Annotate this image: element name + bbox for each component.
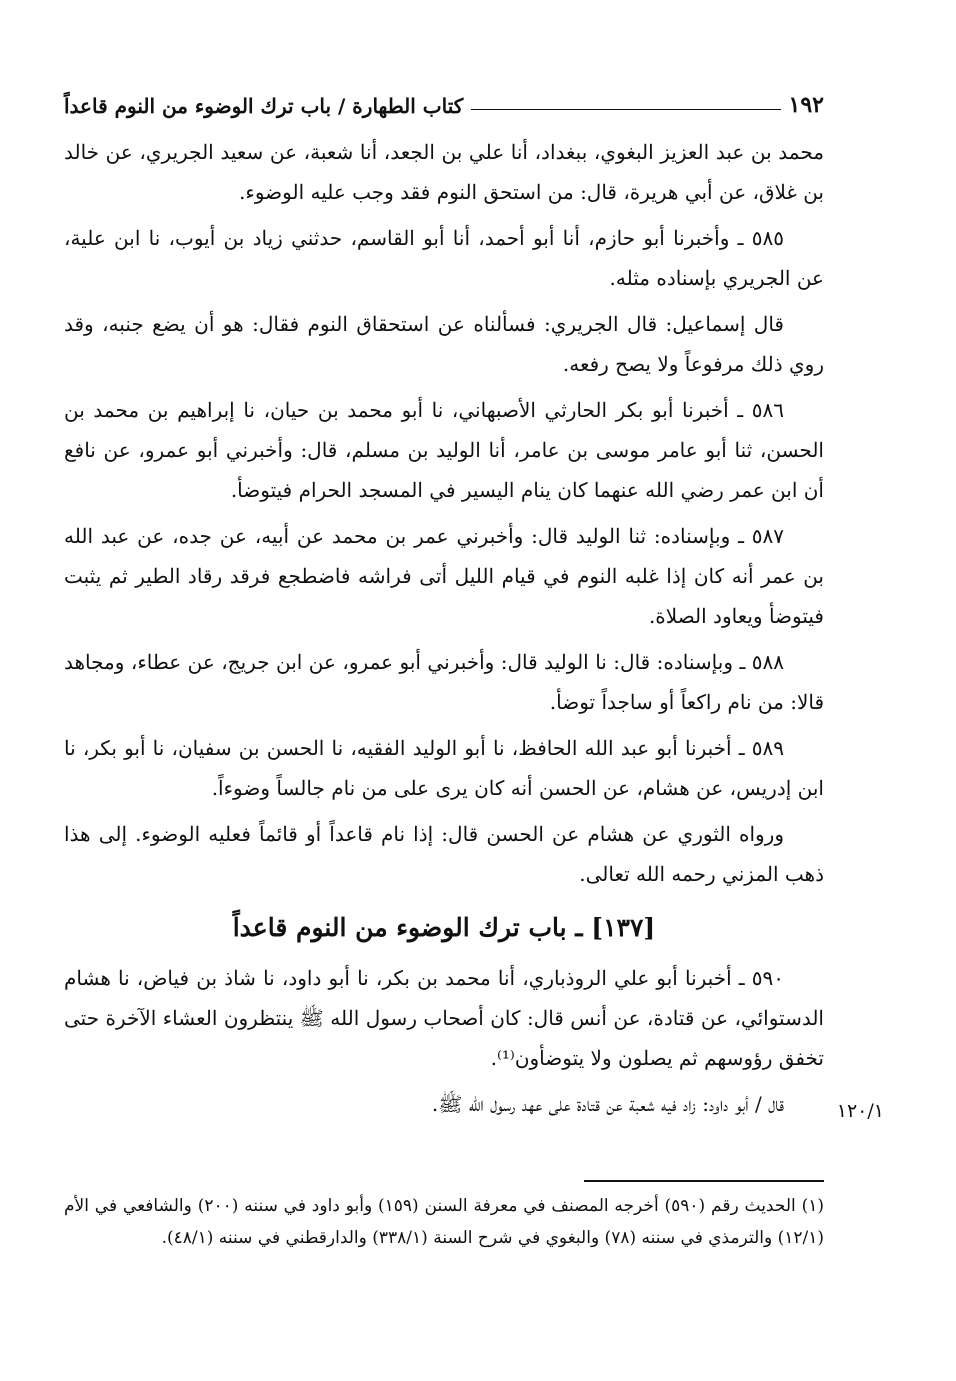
footnote: (١) الحديث رقم (٥٩٠) أخرجه المصنف في معرفة السنن (١٥٩) وأبو داود في سننه (٢٠٠) والشافعي في الأم (١٢/١) والترمذي في سننه (٧٨) والبغوي في شرح السنة (٣٣٨/١) والدارقطني في سننه (٤٨/١). xyxy=(64,1196,824,1248)
paragraph: محمد بن عبد العزيز البغوي، ببغداد، أنا علي بن الجعد، أنا شعبة، عن سعيد الجريري، عن خالد بن غلاق، عن أبي هريرة، قال: من استحق النوم فقد وجب عليه الوضوء. xyxy=(64,140,824,204)
page-number: ١٩٢ xyxy=(788,92,824,118)
paragraph: ٥٨٩ ـ أخبرنا أبو عبد الله الحافظ، نا أبو الوليد الفقيه، نا الحسن بن سفيان، نا أبو بكر، نا ابن إدريس، عن هشام، عن الحسن أنه كان يرى على من نام جالساً وضوءاً. xyxy=(64,736,824,800)
paragraph: قال إسماعيل: قال الجريري: فسألناه عن استحقاق النوم فقال: هو أن يضع جنبه، وقد روي ذلك مرفوعاً ولا يصح رفعه. xyxy=(64,312,824,376)
header-rule xyxy=(471,109,780,110)
paragraph: ٥٨٦ ـ أخبرنا أبو بكر الحارثي الأصبهاني، نا أبو محمد بن حيان، نا إبراهيم بن محمد بن الحسن، ثنا أبو عامر موسى بن عامر، أنا الوليد بن مسلم، قال: وأخبرني أبو عمرو، عن نافع أن ابن عمر رضي الله عنهما كان ينام اليسير في المسجد الحرام فيتوضأ. xyxy=(64,398,824,502)
footnote-rule xyxy=(584,1180,824,1182)
page-header xyxy=(64,80,824,118)
main-text xyxy=(64,132,824,1124)
paragraph: ٥٨٧ ـ وبإسناده: ثنا الوليد قال: وأخبرني عمر بن محمد عن أبيه، عن جده، عن عبد الله بن عمر أنه كان إذا غلبه النوم في قيام الليل أتى فراشه فاضطجع فرقد رقاد الطير ثم يثبت فيتوضأ ويعاود الصلاة. xyxy=(64,524,824,628)
paragraph: قال / أبو داود: زاد فيه شعبة عن قتادة على عهد رسول الله ﷺ. xyxy=(431,1092,784,1116)
chapter-heading: [١٣٧] ـ باب ترك الوضوء من النوم قاعداً xyxy=(232,913,656,942)
paragraph: ورواه الثوري عن هشام عن الحسن قال: إذا نام قاعداً أو قائماً فعليه الوضوء. إلى هذا ذهب المزني رحمه الله تعالى. xyxy=(64,822,824,886)
paragraph: ٥٩٠ ـ أخبرنا أبو علي الروذباري، أنا محمد بن بكر، نا أبو داود، نا شاذ بن فياض، نا هشام الدستوائي، عن قتادة، عن أنس قال: كان أصحاب رسول الله ﷺ ينتظرون العشاء الآخرة حتى تخفق رؤوسهم ثم يصلون ولا يتوضأون⁽¹⁾. xyxy=(64,966,824,1070)
page xyxy=(64,80,884,1320)
paragraph: ٥٨٥ ـ وأخبرنا أبو حازم، أنا أبو أحمد، أنا أبو القاسم، حدثني زياد بن أيوب، نا ابن علية، عن الجريري بإسناده مثله. xyxy=(64,226,824,290)
paragraph: ٥٨٨ ـ وبإسناده: قال: نا الوليد قال: وأخبرني أبو عمرو، عن ابن جريج، عن عطاء، ومجاهد قالا: من نام راكعاً أو ساجداً توضأ. xyxy=(64,650,824,714)
running-title: كتاب الطهارة / باب ترك الوضوء من النوم قاعداً xyxy=(64,94,464,118)
margin-reference: ١٢٠/١ xyxy=(836,1100,884,1122)
